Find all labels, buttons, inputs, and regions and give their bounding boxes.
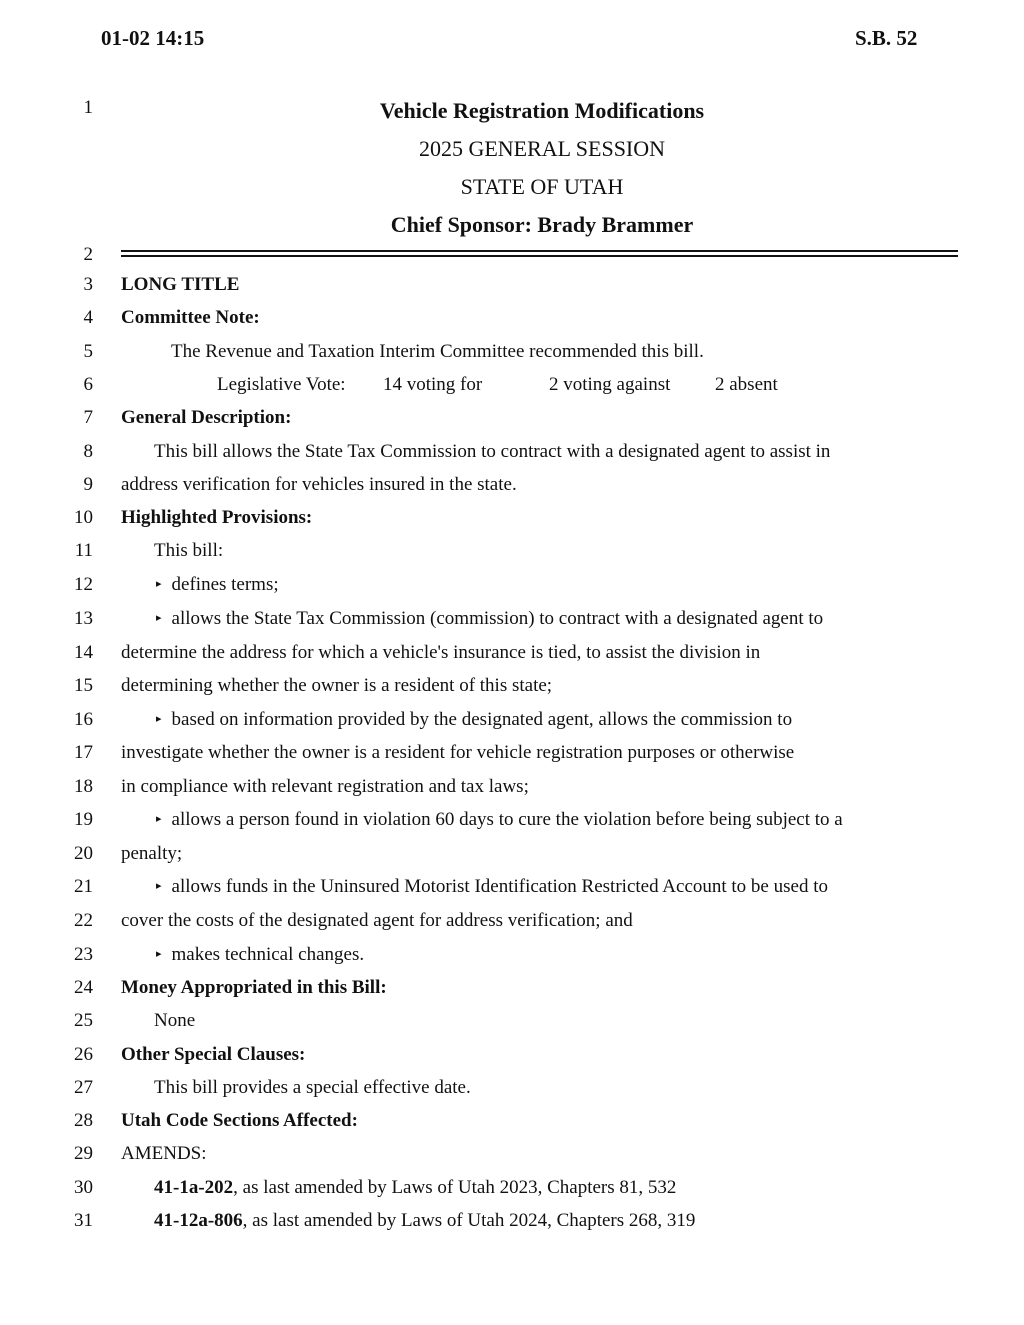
line-number: 12 <box>74 574 93 595</box>
line-number: 11 <box>74 540 93 561</box>
line-number: 20 <box>74 843 93 864</box>
line-number: 13 <box>74 608 93 629</box>
line-number: 22 <box>74 910 93 931</box>
committee-note-heading: Committee Note: <box>121 307 260 328</box>
provision-text: based on information provided by the designated agent, allows the commission to <box>171 709 793 730</box>
provision-item <box>156 608 823 631</box>
bill-title: Vehicle Registration Modifications <box>379 98 705 123</box>
code-section-entry <box>154 1177 676 1199</box>
line-number: 24 <box>74 977 93 998</box>
long-title-heading: LONG TITLE <box>121 274 240 295</box>
provision-text: determining whether the owner is a resident of this state; <box>121 675 553 696</box>
code-section-history: , as last amended by Laws of Utah 2024, Chapters 268, 319 <box>242 1210 696 1231</box>
title-rule-bottom <box>121 255 958 257</box>
provision-item <box>156 709 792 732</box>
code-sections-heading: Utah Code Sections Affected: <box>121 1110 358 1131</box>
line-number: 10 <box>74 507 93 528</box>
provision-text: makes technical changes. <box>171 944 365 965</box>
bullet-icon: ▸ <box>156 879 162 892</box>
line-number: 18 <box>74 776 93 797</box>
line-number: 9 <box>83 474 93 495</box>
line-number: 6 <box>83 374 93 395</box>
title-rule-top <box>121 250 958 252</box>
line-number: 23 <box>74 944 93 965</box>
provision-item <box>156 809 843 832</box>
bullet-icon: ▸ <box>156 812 162 825</box>
provision-text: determine the address for which a vehicle's insurance is tied, to assist the division in <box>121 642 761 663</box>
chief-sponsor: Chief Sponsor: Brady Brammer <box>390 212 694 237</box>
line-number: 14 <box>74 642 93 663</box>
general-description-text: This bill allows the State Tax Commission to contract with a designated agent to assist in <box>154 441 831 462</box>
code-section-history: , as last amended by Laws of Utah 2023, Chapters 81, 532 <box>233 1177 677 1198</box>
vote-absent: 2 absent <box>715 374 778 395</box>
money-appropriated-heading: Money Appropriated in this Bill: <box>121 977 387 998</box>
provision-item <box>156 574 279 597</box>
provision-text: cover the costs of the designated agent for address verification; and <box>121 910 633 931</box>
general-description-heading: General Description: <box>121 407 292 428</box>
line-number: 19 <box>74 809 93 830</box>
provision-text: investigate whether the owner is a resident for vehicle registration purposes or otherwise <box>121 742 795 763</box>
line-number: 3 <box>83 274 93 295</box>
bullet-icon: ▸ <box>156 577 162 590</box>
provision-text: defines terms; <box>171 574 279 595</box>
line-number: 2 <box>83 244 93 265</box>
line-number: 30 <box>74 1177 93 1198</box>
line-number: 31 <box>74 1210 93 1231</box>
provisions-intro: This bill: <box>154 540 224 561</box>
provision-text: allows the State Tax Commission (commission) to contract with a designated agent to <box>171 608 824 629</box>
line-number: 27 <box>74 1077 93 1098</box>
line-number: 17 <box>74 742 93 763</box>
line-number: 26 <box>74 1044 93 1065</box>
general-description-text: address verification for vehicles insured in the state. <box>121 474 517 495</box>
special-clauses-heading: Other Special Clauses: <box>121 1044 306 1065</box>
bullet-icon: ▸ <box>156 947 162 960</box>
code-section-number: 41-1a-202 <box>154 1177 234 1198</box>
bullet-icon: ▸ <box>156 611 162 624</box>
provision-text: penalty; <box>121 843 183 864</box>
provision-item <box>156 944 364 967</box>
vote-against: 2 voting against <box>549 374 671 395</box>
bullet-icon: ▸ <box>156 712 162 725</box>
code-section-number: 41-12a-806 <box>154 1210 243 1231</box>
bill-number: S.B. 52 <box>855 26 918 50</box>
line-number: 28 <box>74 1110 93 1131</box>
provision-text: allows a person found in violation 60 days to cure the violation before being subject to a <box>171 809 843 830</box>
line-number: 4 <box>83 307 93 328</box>
line-number: 1 <box>83 97 93 118</box>
line-number: 21 <box>74 876 93 897</box>
session-label: 2025 GENERAL SESSION <box>418 136 666 161</box>
line-number: 8 <box>83 441 93 462</box>
provision-item <box>156 876 828 899</box>
vote-label: Legislative Vote: <box>217 374 346 395</box>
special-clauses-text: This bill provides a special effective date. <box>154 1077 471 1098</box>
code-section-entry <box>154 1210 695 1232</box>
committee-note-text: The Revenue and Taxation Interim Committee recommended this bill. <box>171 341 704 362</box>
line-number: 5 <box>83 341 93 362</box>
document-timestamp: 01-02 14:15 <box>101 26 205 50</box>
provision-text: in compliance with relevant registration and tax laws; <box>121 776 529 797</box>
state-label: STATE OF UTAH <box>460 174 624 199</box>
highlighted-provisions-heading: Highlighted Provisions: <box>121 507 313 528</box>
provision-text: allows funds in the Uninsured Motorist Identification Restricted Account to be used to <box>171 876 828 897</box>
line-number: 29 <box>74 1143 93 1164</box>
amends-label: AMENDS: <box>121 1143 207 1164</box>
line-number: 25 <box>74 1010 93 1031</box>
line-number: 15 <box>74 675 93 696</box>
line-number: 16 <box>74 709 93 730</box>
line-number: 7 <box>83 407 93 428</box>
money-appropriated-value: None <box>154 1010 196 1031</box>
vote-for: 14 voting for <box>383 374 483 395</box>
